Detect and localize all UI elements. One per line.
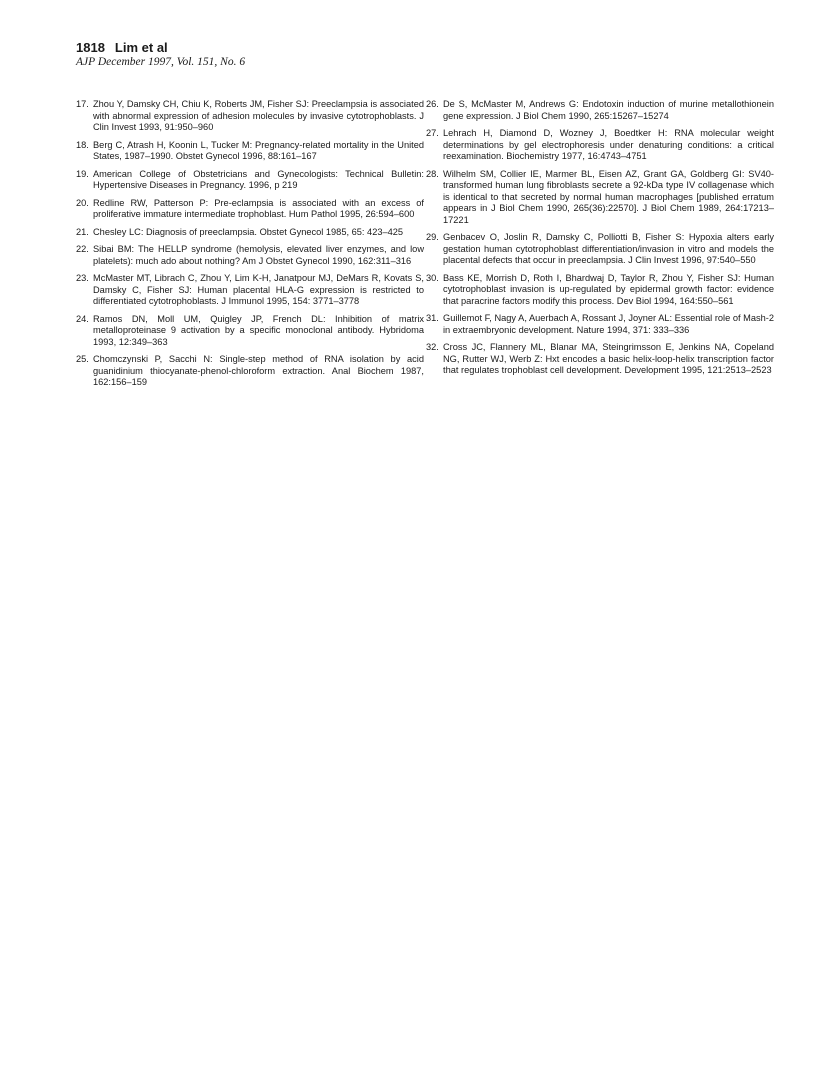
reference-item <box>76 169 424 192</box>
running-header <box>76 40 245 69</box>
reference-text: Zhou Y, Damsky CH, Chiu K, Roberts JM, Fisher SJ: Preeclampsia is associated with abnormal expression of adhesion molecules by invasive cytotrophoblasts. J Clin Invest 1993, 91:950–960 <box>93 99 424 132</box>
reference-text: Wilhelm SM, Collier IE, Marmer BL, Eisen AZ, Grant GA, Goldberg GI: SV40-transformed human lung fibroblasts secrete a 92-kDa type IV collagenase which is identical to that secreted by normal human macrophages [published erratum appears in J Biol Chem 1990, 265(36):22570]. J Biol Chem 1989, 264:17213–17221 <box>443 168 774 225</box>
references-left-column <box>76 99 424 395</box>
journal-citation: AJP December 1997, Vol. 151, No. 6 <box>76 56 246 68</box>
reference-number: 27. <box>426 128 439 138</box>
reference-text: McMaster MT, Librach C, Zhou Y, Lim K-H, Janatpour MJ, DeMars R, Kovats S, Damsky C, Fisher SJ: Human placental HLA-G expression is restricted to differentiated cytotrophoblasts. J Immunol 1995, 154: 3771–3778 <box>93 273 424 306</box>
page-number: 1818 <box>76 40 105 55</box>
reference-item <box>76 198 424 221</box>
reference-number: 21. <box>76 226 89 237</box>
reference-item <box>76 227 424 239</box>
reference-item <box>426 128 774 163</box>
reference-item <box>426 232 774 267</box>
reference-item <box>426 273 774 308</box>
reference-text: Sibai BM: The HELLP syndrome (hemolysis, elevated liver enzymes, and low platelets): much ado about nothing? Am J Obstet Gynecol 1990, 162:311–316 <box>93 244 424 266</box>
reference-number: 17. <box>76 99 89 109</box>
reference-text: Berg C, Atrash H, Koonin L, Tucker M: Pregnancy-related mortality in the United States, 1987–1990. Obstet Gynecol 1996, 88:161–167 <box>93 139 424 161</box>
reference-item <box>426 99 774 122</box>
reference-text: Chomczynski P, Sacchi N: Single-step method of RNA isolation by acid guanidinium thiocyanate-phenol-chloroform extraction. Anal Biochem 1987, 162:156–159 <box>93 354 424 387</box>
reference-item <box>426 169 774 227</box>
reference-item <box>76 99 424 134</box>
reference-number: 24. <box>76 313 89 324</box>
reference-number: 25. <box>76 354 89 364</box>
references-right-column <box>426 99 774 383</box>
reference-number: 31. <box>426 313 439 323</box>
reference-number: 26. <box>426 99 439 109</box>
reference-text: De S, McMaster M, Andrews G: Endotoxin induction of murine metallothionein gene expression. J Biol Chem 1990, 265:15267–15274 <box>443 99 774 121</box>
reference-item <box>76 354 424 389</box>
reference-text: Genbacev O, Joslin R, Damsky C, Polliotti B, Fisher S: Hypoxia alters early gestation human cytotrophoblast differentiation/invasion in vitro and models the placental defects that occur in preeclampsia. J Clin Invest 1996, 97:540–550 <box>443 232 774 265</box>
reference-text: Guillemot F, Nagy A, Auerbach A, Rossant J, Joyner AL: Essential role of Mash-2 in extraembryonic development. Nature 1994, 371: 333–336 <box>443 313 774 335</box>
running-authors: Lim et al <box>114 40 168 55</box>
reference-item <box>76 314 424 349</box>
reference-number: 20. <box>76 197 89 208</box>
reference-text: Bass KE, Morrish D, Roth I, Bhardwaj D, Taylor R, Zhou Y, Fisher SJ: Human cytotrophoblast invasion is up-regulated by epidermal growth factor: evidence that paracrine factors modify this process. Dev Biol 1994, 164:550–561 <box>443 272 774 306</box>
reference-text: Chesley LC: Diagnosis of preeclampsia. Obstet Gynecol 1985, 65: 423–425 <box>93 226 404 237</box>
reference-item <box>76 244 424 267</box>
reference-text: American College of Obstetricians and Gynecologists: Technical Bulletin: Hypertensive Diseases in Pregnancy. 1996, p 219 <box>93 168 424 190</box>
reference-number: 28. <box>426 168 439 179</box>
reference-text: Lehrach H, Diamond D, Wozney J, Boedtker H: RNA molecular weight determinations by gel electrophoresis under denaturing conditions: a critical reexamination. Biochemistry 1977, 16:4743–4751 <box>443 128 774 161</box>
reference-item <box>426 313 774 336</box>
reference-text: Ramos DN, Moll UM, Quigley JP, French DL: Inhibition of matrix metalloproteinase 9 activation by a specific monoclonal antibody. Hybridoma 1993, 12:349–363 <box>93 313 424 347</box>
reference-item <box>426 342 774 377</box>
reference-text: Cross JC, Flannery ML, Blanar MA, Steingrimsson E, Jenkins NA, Copeland NG, Rutter WJ, Werb Z: Hxt encodes a basic helix-loop-helix transcription factor that regulates trophoblast cell development. Development 1995, 121:2513–2523 <box>443 342 774 375</box>
reference-number: 22. <box>76 244 89 254</box>
reference-number: 29. <box>426 232 439 242</box>
reference-number: 19. <box>76 168 89 179</box>
reference-number: 30. <box>426 272 439 283</box>
reference-number: 23. <box>76 273 89 283</box>
header-line <box>76 40 245 55</box>
reference-text: Redline RW, Patterson P: Pre-eclampsia is associated with an excess of proliferative immature intermediate trophoblast. Hum Pathol 1995, 26:594–600 <box>93 197 424 219</box>
reference-number: 32. <box>426 342 439 352</box>
reference-number: 18. <box>76 139 89 150</box>
reference-item <box>76 273 424 308</box>
reference-item <box>76 140 424 163</box>
